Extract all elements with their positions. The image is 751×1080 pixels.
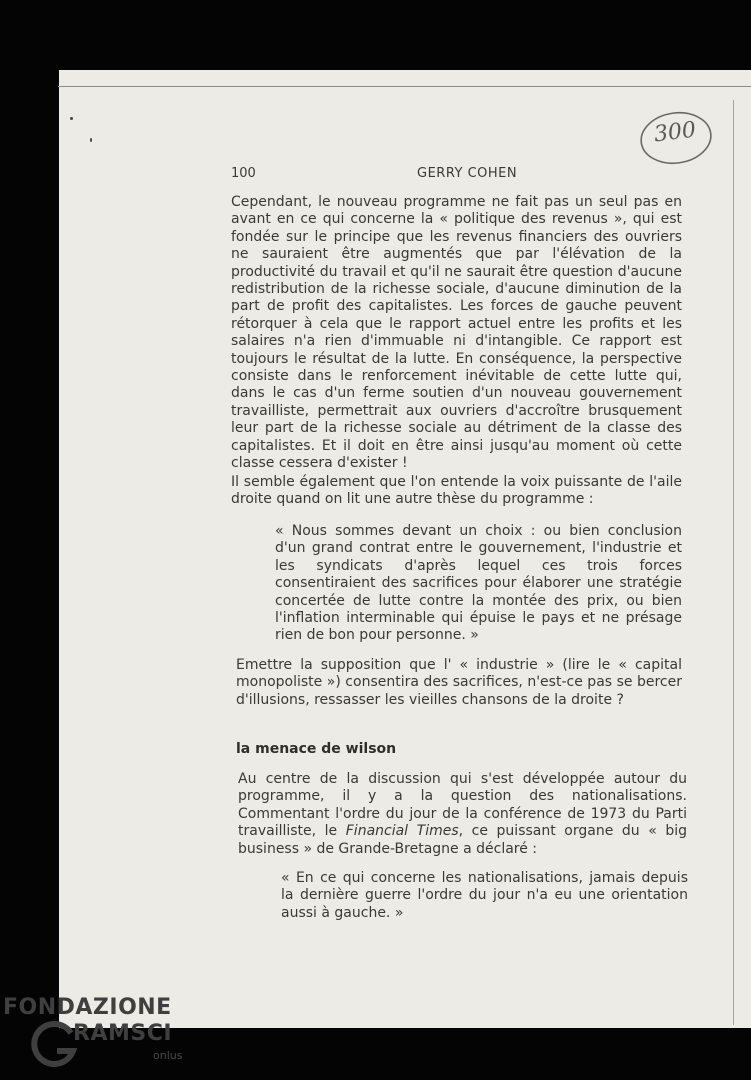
watermark-g-logo-icon	[31, 1021, 79, 1069]
body-paragraph: Emettre la supposition que l' « industrie » (lire le « capital monopoliste ») consentira des sacrifices, n'est-ce pas se bercer d'illusions, ressasser les vieilles chansons de la droite ?	[236, 657, 682, 708]
watermark-line-3: onlus	[153, 1049, 183, 1062]
dust-speck	[70, 117, 73, 120]
section-heading: la menace de wilson	[236, 741, 397, 757]
body-paragraph: Cependant, le nouveau programme ne fait pas un seul pas en avant en ce qui concerne la « politique des revenus », qui est fondée sur le principe que les revenus financiers des ouvriers ne sauraient être augmentés que par l'élévation de la productivité du travail et qu'il ne saurait être question d'aucune redistribution de la richesse sociale, d'aucune diminution de la part de profit des capitalistes. Les forces de gauche peuvent rétorquer à cela que le rapport actuel entre les profits et les salaires n'a rien d'immuable ni d'intangible. Ce rapport est toujours le résultat de la lutte. En conséquence, la perspective consiste dans le renforcement inévitable de cette lutte qui, dans le cas d'un ferme soutien d'un nouveau gouvernement travailliste, permettrait aux ouvriers d'accroître brusquement leur part de la richesse sociale au détriment de la classe des capitalistes. Et il doit en être ainsi jusqu'au moment où cette classe cessera d'exister !	[231, 194, 682, 472]
block-quote: « En ce qui concerne les nationalisations, jamais depuis la dernière guerre l'ordre du jour n'a eu une orientation aussi à gauche. »	[281, 870, 688, 921]
watermark-line-1: FONDAZIONE	[3, 995, 172, 1020]
paragraph-text: Au centre de la discussion qui s'est développée autour du programme, il y a la question des nationalisations. Commentant l'ordre du jour de la conférence de 1973 du Parti travailliste, le	[238, 771, 687, 840]
archive-watermark	[3, 995, 193, 1075]
publication-title: Financial Times	[345, 823, 459, 840]
page-number: 100	[231, 166, 256, 181]
page-fold-line	[58, 86, 751, 87]
archive-stamp	[638, 111, 714, 167]
page-margin-line	[733, 100, 734, 1025]
body-paragraph	[238, 771, 687, 858]
running-head: GERRY COHEN	[417, 166, 518, 181]
watermark-line-2: RAMSCI	[73, 1021, 173, 1046]
block-quote: « Nous sommes devant un choix : ou bien conclusion d'un grand contrat entre le gouvernement, l'industrie et les syndicats d'après lequel ces trois forces consentiraient des sacrifices pour élaborer une stratégie concertée de lutte contre la montée des prix, ou bien l'inflation interminable qui épuise le pays et ne présage rien de bon pour personne. »	[275, 523, 682, 644]
dust-speck	[90, 138, 92, 142]
archive-number: 300	[652, 117, 698, 148]
body-paragraph: Il semble également que l'on entende la voix puissante de l'aile droite quand on lit une autre thèse du programme :	[231, 474, 682, 508]
paragraph-text: , ce puissant organe du « big business » de Grande-Bretagne a déclaré :	[238, 823, 688, 857]
